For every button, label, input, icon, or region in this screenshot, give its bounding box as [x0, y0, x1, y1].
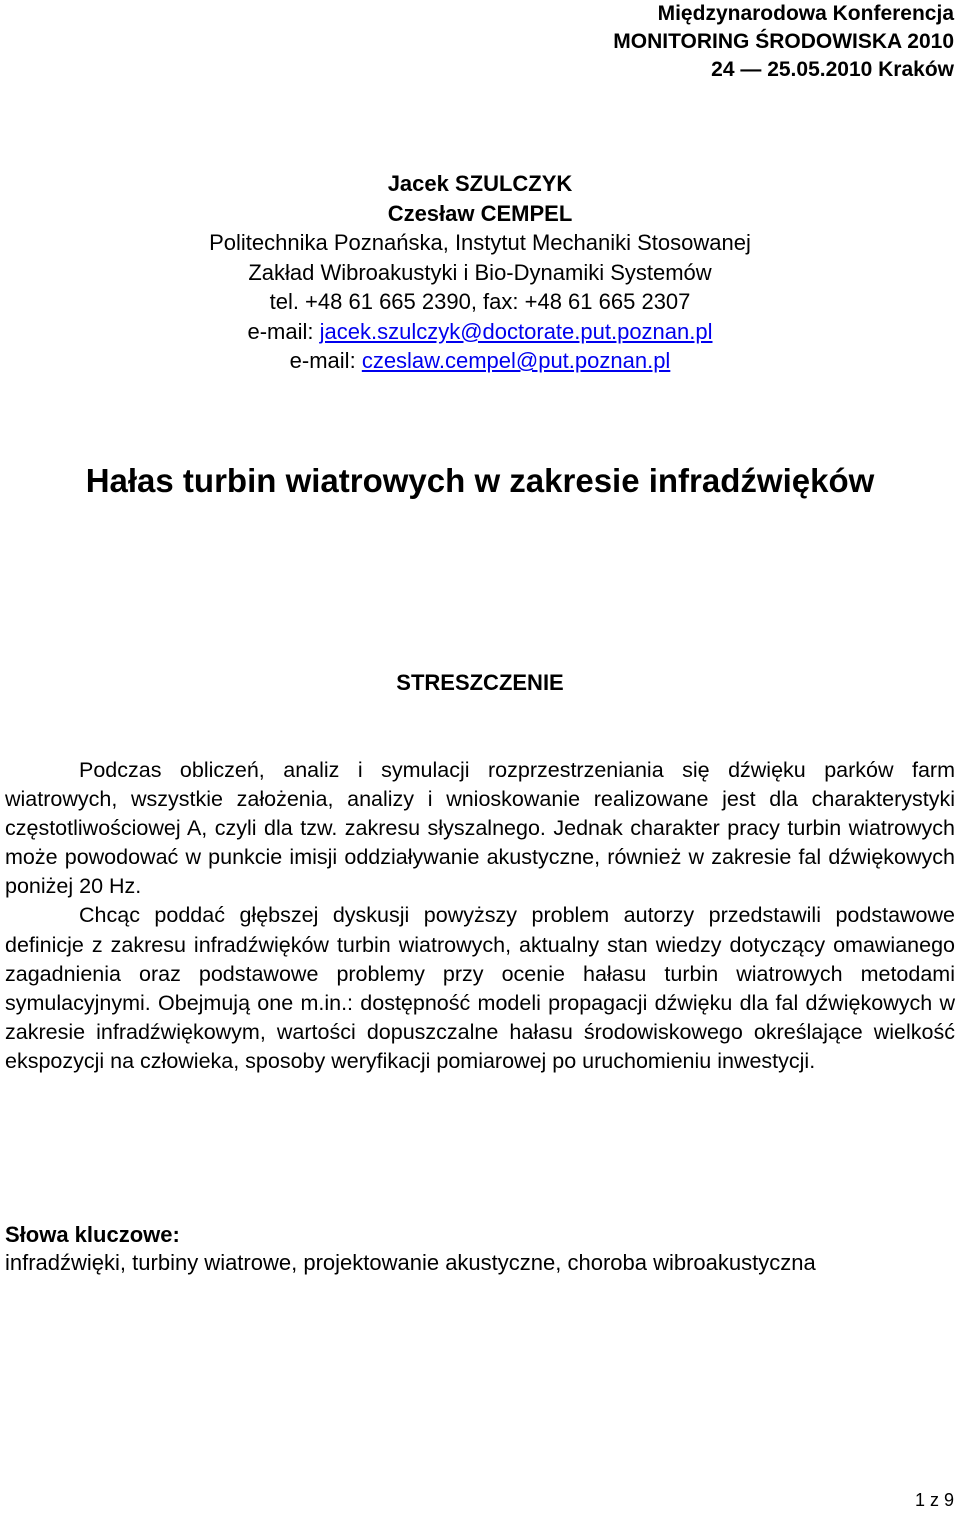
email-line: [0, 317, 960, 347]
author-name: Czesław CEMPEL: [387, 200, 573, 226]
paper-title: Hałas turbin wiatrowych w zakresie infradźwięków: [85, 462, 875, 499]
email-label: e-mail:: [289, 348, 356, 373]
conference-title: MONITORING ŚRODOWISKA 2010: [613, 30, 954, 53]
abstract-heading: STRESZCZENIE: [396, 670, 564, 695]
keywords-label: Słowa kluczowe:: [5, 1222, 180, 1247]
email-link-cempel[interactable]: czeslaw.cempel@put.poznan.pl: [361, 348, 671, 373]
affiliation-university: Politechnika Poznańska, Instytut Mechaniki Stosowanej: [209, 230, 751, 255]
conference-name: Międzynarodowa Konferencja: [657, 2, 954, 25]
keywords-text: infradźwięki, turbiny wiatrowe, projektowanie akustyczne, choroba wibroakustyczna: [5, 1250, 816, 1275]
conference-dates: 24 — 25.05.2010 Kraków: [711, 58, 954, 81]
abstract-paragraph: Chcąc poddać głębszej dyskusji powyższy problem autorzy przedstawili podstawowe definicje z zakresu infradźwięków turbin wiatrowych, aktualny stan wiedzy dotyczący omawianego zagadnienia oraz podstawowe problemy przy ocenie hałasu turbin wiatrowych metodami symulacyjnymi. Obejmują one m.in.: dostępność modeli propagacji dźwięku dla fal dźwiękowych w zakresie infradźwiękowym, wartości dopuszczalne hałasu środowiskowego określające wielkość ekspozycji na człowieka, sposoby weryfikacji pomiarowej po uruchomieniu inwestycji.: [5, 903, 955, 1073]
author-name: Jacek SZULCZYK: [387, 171, 573, 196]
contact-phone: tel. +48 61 665 2390, fax: +48 61 665 2307: [269, 289, 691, 314]
email-label: e-mail:: [247, 318, 314, 344]
abstract-paragraph: Podczas obliczeń, analiz i symulacji rozprzestrzeniania się dźwięku parków farm wiatrowych, wszystkie założenia, analizy i wnioskowanie realizowane jest dla charakterystyki częstotliwościowej A, czyli dla tzw. zakresu słyszalnego. Jednak charakter pracy turbin wiatrowych może powodować w punkcie imisji oddziaływanie akustyczne, również w zakresie fal dźwiękowych poniżej 20 Hz.: [5, 758, 955, 899]
conference-header: [613, 0, 954, 84]
email-line: [0, 346, 960, 376]
author-block: [0, 169, 960, 376]
abstract-body: [5, 756, 955, 1076]
page-number: 1 z 9: [914, 1490, 954, 1510]
affiliation-department: Zakład Wibroakustyki i Bio-Dynamiki Systemów: [248, 259, 712, 285]
email-link-szulczyk[interactable]: jacek.szulczyk@doctorate.put.poznan.pl: [319, 318, 713, 344]
